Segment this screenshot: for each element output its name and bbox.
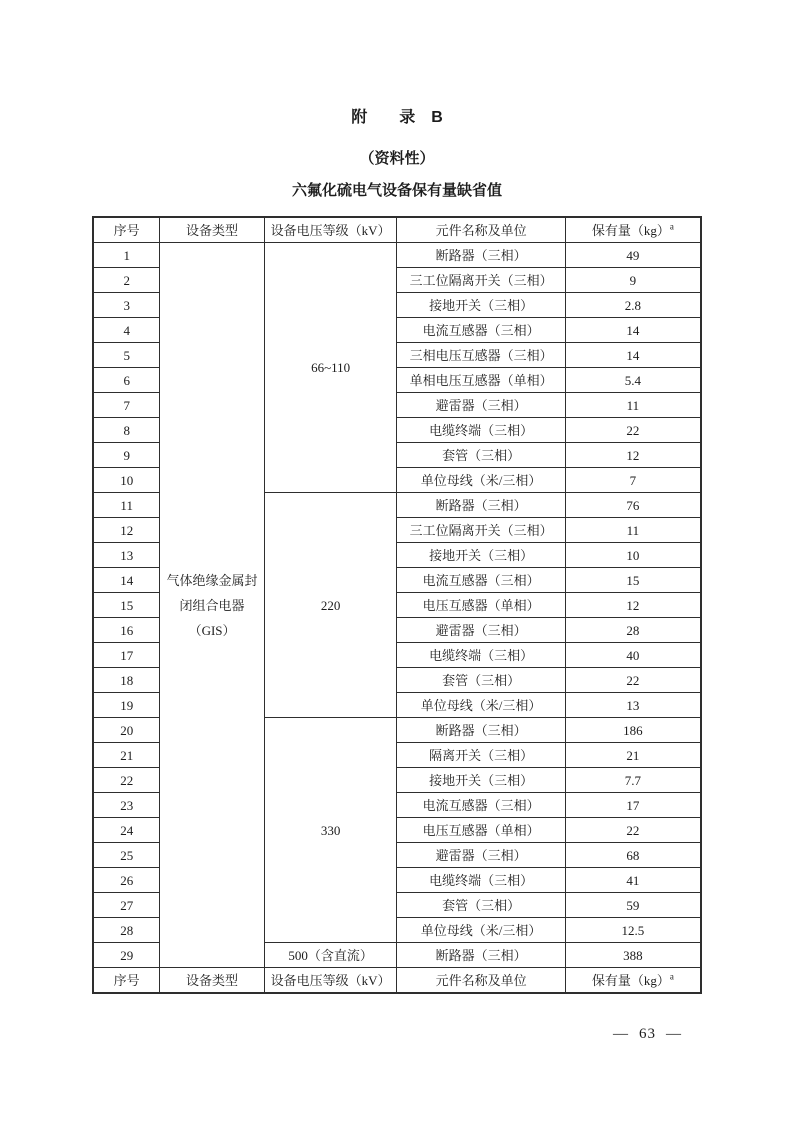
component-cell: 断路器（三相） [397, 943, 565, 968]
table-title: 六氟化硫电气设备保有量缺省值 [291, 182, 502, 199]
component-cell: 避雷器（三相） [397, 393, 565, 418]
equipment-type-cell [160, 243, 264, 968]
page-number-dash-right: — [666, 1026, 682, 1042]
table-header-row [93, 217, 701, 243]
component-cell: 单位母线（米/三相） [397, 918, 565, 943]
component-cell: 套管（三相） [397, 443, 565, 468]
header-cell [397, 968, 565, 994]
header-cell [264, 217, 397, 243]
component-cell: 电缆终端（三相） [397, 418, 565, 443]
row-no-cell: 28 [93, 918, 160, 943]
header-label: 序号 [113, 222, 140, 238]
row-no-cell: 21 [93, 743, 160, 768]
row-no-cell: 3 [93, 293, 160, 318]
voltage-cell: 220 [264, 493, 397, 718]
row-no-cell: 26 [93, 868, 160, 893]
component-cell: 断路器（三相） [397, 718, 565, 743]
amount-cell: 12 [565, 593, 701, 618]
header-label: 设备电压等级（kV） [270, 222, 391, 238]
row-no-cell: 17 [93, 643, 160, 668]
equipment-type-line: 气体绝缘金属封 [166, 572, 258, 588]
row-no-cell: 7 [93, 393, 160, 418]
row-no-cell: 5 [93, 343, 160, 368]
voltage-cell: 66~110 [264, 243, 397, 493]
component-cell: 接地开关（三相） [397, 768, 565, 793]
component-cell: 隔离开关（三相） [397, 743, 565, 768]
title-block [0, 110, 794, 198]
component-cell: 避雷器（三相） [397, 843, 565, 868]
header-cell [264, 968, 397, 994]
row-no-cell: 2 [93, 268, 160, 293]
component-cell: 避雷器（三相） [397, 618, 565, 643]
header-cell [160, 217, 264, 243]
component-cell: 套管（三相） [397, 668, 565, 693]
header-cell [397, 217, 565, 243]
amount-cell: 388 [565, 943, 701, 968]
component-cell: 断路器（三相） [397, 243, 565, 268]
amount-cell: 76 [565, 493, 701, 518]
header-label: 设备电压等级（kV） [270, 972, 391, 988]
component-cell: 单相电压互感器（单相） [397, 368, 565, 393]
page-number-dash-left: — [613, 1026, 629, 1042]
row-no-cell: 24 [93, 818, 160, 843]
amount-cell: 22 [565, 818, 701, 843]
header-label: 保有量（kg） [591, 972, 670, 988]
table-footer-header-row [93, 968, 701, 994]
header-superscript: a [669, 971, 674, 982]
row-no-cell: 4 [93, 318, 160, 343]
row-no-cell: 23 [93, 793, 160, 818]
amount-cell: 41 [565, 868, 701, 893]
appendix-heading: 附 录 B [351, 109, 443, 126]
amount-cell: 22 [565, 418, 701, 443]
informative-label: （资料性） [359, 150, 435, 167]
amount-cell: 28 [565, 618, 701, 643]
component-cell: 接地开关（三相） [397, 293, 565, 318]
amount-cell: 7 [565, 468, 701, 493]
component-cell: 电流互感器（三相） [397, 793, 565, 818]
row-no-cell: 25 [93, 843, 160, 868]
component-cell: 单位母线（米/三相） [397, 693, 565, 718]
amount-cell: 68 [565, 843, 701, 868]
row-no-cell: 29 [93, 943, 160, 968]
amount-cell: 12 [565, 443, 701, 468]
component-cell: 接地开关（三相） [397, 543, 565, 568]
amount-cell: 21 [565, 743, 701, 768]
voltage-cell: 500（含直流） [264, 943, 397, 968]
header-label: 设备类型 [186, 972, 239, 988]
row-no-cell: 19 [93, 693, 160, 718]
header-cell [93, 217, 160, 243]
row-no-cell: 11 [93, 493, 160, 518]
row-no-cell: 12 [93, 518, 160, 543]
component-cell: 电压互感器（单相） [397, 818, 565, 843]
component-cell: 电缆终端（三相） [397, 643, 565, 668]
header-label: 序号 [113, 972, 140, 988]
row-no-cell: 6 [93, 368, 160, 393]
component-cell: 三工位隔离开关（三相） [397, 518, 565, 543]
header-cell [565, 217, 701, 243]
amount-cell: 186 [565, 718, 701, 743]
amount-cell: 22 [565, 668, 701, 693]
component-cell: 断路器（三相） [397, 493, 565, 518]
row-no-cell: 10 [93, 468, 160, 493]
row-no-cell: 20 [93, 718, 160, 743]
row-no-cell: 22 [93, 768, 160, 793]
amount-cell: 2.8 [565, 293, 701, 318]
component-cell: 电缆终端（三相） [397, 868, 565, 893]
header-label: 元件名称及单位 [435, 972, 527, 988]
equipment-type-line: （GIS） [188, 622, 236, 638]
component-cell: 电流互感器（三相） [397, 318, 565, 343]
header-label: 设备类型 [186, 222, 239, 238]
row-no-cell: 15 [93, 593, 160, 618]
header-cell [565, 968, 701, 994]
row-no-cell: 9 [93, 443, 160, 468]
amount-cell: 10 [565, 543, 701, 568]
amount-cell: 15 [565, 568, 701, 593]
component-cell: 三工位隔离开关（三相） [397, 268, 565, 293]
page-number [603, 1026, 692, 1043]
amount-cell: 5.4 [565, 368, 701, 393]
header-label: 保有量（kg） [591, 222, 670, 238]
row-no-cell: 18 [93, 668, 160, 693]
component-cell: 三相电压互感器（三相） [397, 343, 565, 368]
header-cell [93, 968, 160, 994]
header-cell [160, 968, 264, 994]
component-cell: 电压互感器（单相） [397, 593, 565, 618]
holdings-table-body [93, 217, 701, 993]
voltage-cell: 330 [264, 718, 397, 943]
table-row [93, 243, 701, 268]
holdings-table [92, 216, 702, 994]
page-number-value: 63 [639, 1026, 656, 1042]
amount-cell: 14 [565, 318, 701, 343]
amount-cell: 11 [565, 393, 701, 418]
row-no-cell: 8 [93, 418, 160, 443]
amount-cell: 40 [565, 643, 701, 668]
amount-cell: 49 [565, 243, 701, 268]
amount-cell: 13 [565, 693, 701, 718]
amount-cell: 9 [565, 268, 701, 293]
component-cell: 套管（三相） [397, 893, 565, 918]
amount-cell: 59 [565, 893, 701, 918]
component-cell: 单位母线（米/三相） [397, 468, 565, 493]
row-no-cell: 14 [93, 568, 160, 593]
amount-cell: 17 [565, 793, 701, 818]
row-no-cell: 13 [93, 543, 160, 568]
amount-cell: 14 [565, 343, 701, 368]
row-no-cell: 27 [93, 893, 160, 918]
header-superscript: a [669, 221, 674, 232]
equipment-type-line: 闭组合电器 [179, 597, 245, 613]
row-no-cell: 1 [93, 243, 160, 268]
amount-cell: 11 [565, 518, 701, 543]
component-cell: 电流互感器（三相） [397, 568, 565, 593]
amount-cell: 7.7 [565, 768, 701, 793]
amount-cell: 12.5 [565, 918, 701, 943]
row-no-cell: 16 [93, 618, 160, 643]
header-label: 元件名称及单位 [435, 222, 527, 238]
